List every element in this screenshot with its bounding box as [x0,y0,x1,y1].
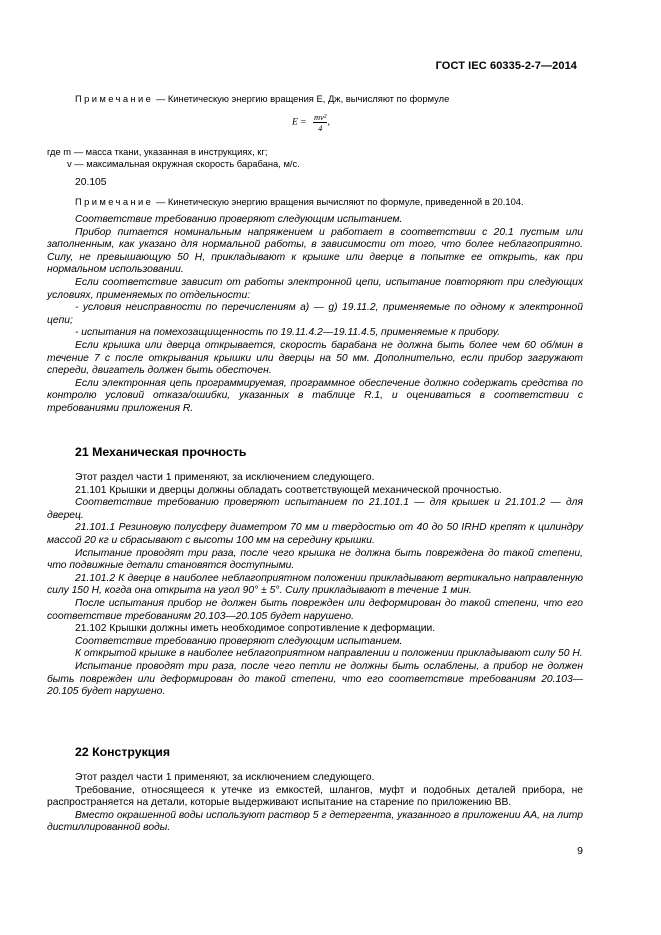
paragraph: К открытой крышке в наиболее неблагоприятном направлении и положении прикладывают силу 50 Н. [75,648,583,660]
paragraph: Вместо окрашенной воды используют раствор 5 г детергента, указанного в приложении АА, на литр дистиллированной воды. [47,809,583,834]
paragraph: 21.101.1 Резиновую полусферу диаметром 70 мм и твердостью от 40 до 50 IRHD крепят к цилиндру массой 20 кг и сбрасывают с высоты 100 мм на середину крышки. [47,522,583,546]
formula-denominator: 4 [318,123,323,133]
paragraph: Испытание проводят три раза, после чего крышка не должна быть повреждена до такой степени, что подвижные детали становятся доступными. [47,547,583,572]
note-label: Примечание [75,93,154,104]
note-2 [75,196,524,209]
paragraph: Если крышка или дверца открывается, скорость барабана не должна быть более чем 60 об/мин в течение 7 с после открывания крышки или дверцы на 50 мм. Дополнительно, если прибор загружают спереди, двигатель должен быть обесточен. [47,339,583,377]
kinetic-energy-formula [292,112,330,133]
note-label: Примечание [75,196,154,207]
paragraph: - испытания на помехозащищенность по 19.11.4.2—19.11.4.5, применяемые к прибору. [75,327,501,339]
formula-tail: , [327,117,330,128]
paragraph: Соответствие требованию проверяют следующим испытанием. [75,635,403,647]
formula-lhs: E = [292,117,307,128]
clause-number-20-105: 20.105 [75,177,107,188]
document-header: ГОСТ IEC 60335-2-7—2014 [435,60,577,72]
paragraph: Прибор питается номинальным напряжением и работает в соответствии с 20.1 пустым или заполненным, как указано для нормальной работы, в зависимости от того, что более неблагоприятно. Силу, не превышающую 50 Н, прикладывают к крышке или дверце в попытке ее открыть, как при нормальном использовании. [47,226,583,276]
formula-fraction [313,112,330,133]
paragraph: Если соответствие зависит от работы электронной цепи, испытание повторяют при следующих условиях, применяемых по отдельности: [47,276,583,301]
paragraph: Требование, относящееся к утечке из емкостей, шлангов, муфт и подобных деталей прибора, не распространяется на детали, которые выдерживают испытание на старение по приложению ВВ. [47,784,583,809]
formula-numerator: mv² [313,112,327,122]
page-number: 9 [577,845,583,857]
clause-20-105-body [47,214,583,416]
where-m-line: где m — масса ткани, указанная в инструкциях, кг; [47,146,268,157]
section-22-body [47,772,583,835]
paragraph: 21.101 Крышки и дверцы должны обладать соответствующей механической прочностью. [75,484,502,496]
paragraph: 21.101.2 К дверце в наиболее неблагоприятном положении прикладывают вертикально направленную силу 150 Н, когда она открыта на угол 90° ± 5°. Силу прикладывают в течение 1 мин. [47,572,583,597]
section-21-heading: 21 Механическая прочность [75,445,247,459]
section-21-body [47,472,583,699]
paragraph: Этот раздел части 1 применяют, за исключением следующего. [75,772,375,783]
paragraph: Если электронная цепь программируемая, программное обеспечение должно содержать средства по контролю условий отказа/ошибки, указанных в таблице R.1, и оцениваться в соответствии с требованиями приложения R. [47,377,583,414]
note-1 [75,93,449,106]
paragraph: 21.102 Крышки должны иметь необходимое сопротивление к деформации. [75,623,436,635]
paragraph: Испытание проводят три раза, после чего петли не должны быть ослаблены, а прибор не должен быть поврежден или деформирован до такой степени, что его соответствие требованиям 20.103—20.105 будет нарушено. [47,660,583,698]
paragraph: - условия неисправности по перечислениям a) — g) 19.11.2, применяемые по одному к электронной цепи; [47,302,583,326]
section-22-heading: 22 Конструкция [75,745,171,759]
note-text: — Кинетическую энергию вращения вычисляют по формуле, приведенной в 20.104. [153,196,524,207]
paragraph: Этот раздел части 1 применяют, за исключением следующего. [75,472,375,483]
paragraph: После испытания прибор не должен быть поврежден или деформирован до такой степени, что его соответствие требованиям 20.103—20.105 будет нарушено. [47,597,583,622]
note-text: — Кинетическую энергию вращения E, Дж, вычисляют по формуле [153,93,450,104]
where-v-line: v — максимальная окружная скорость барабана, м/с. [67,158,300,169]
paragraph: Соответствие требованию проверяют испытанием по 21.101.1 — для крышек и 21.101.2 — для дверец. [47,497,583,521]
paragraph: Соответствие требованию проверяют следующим испытанием. [75,214,403,225]
